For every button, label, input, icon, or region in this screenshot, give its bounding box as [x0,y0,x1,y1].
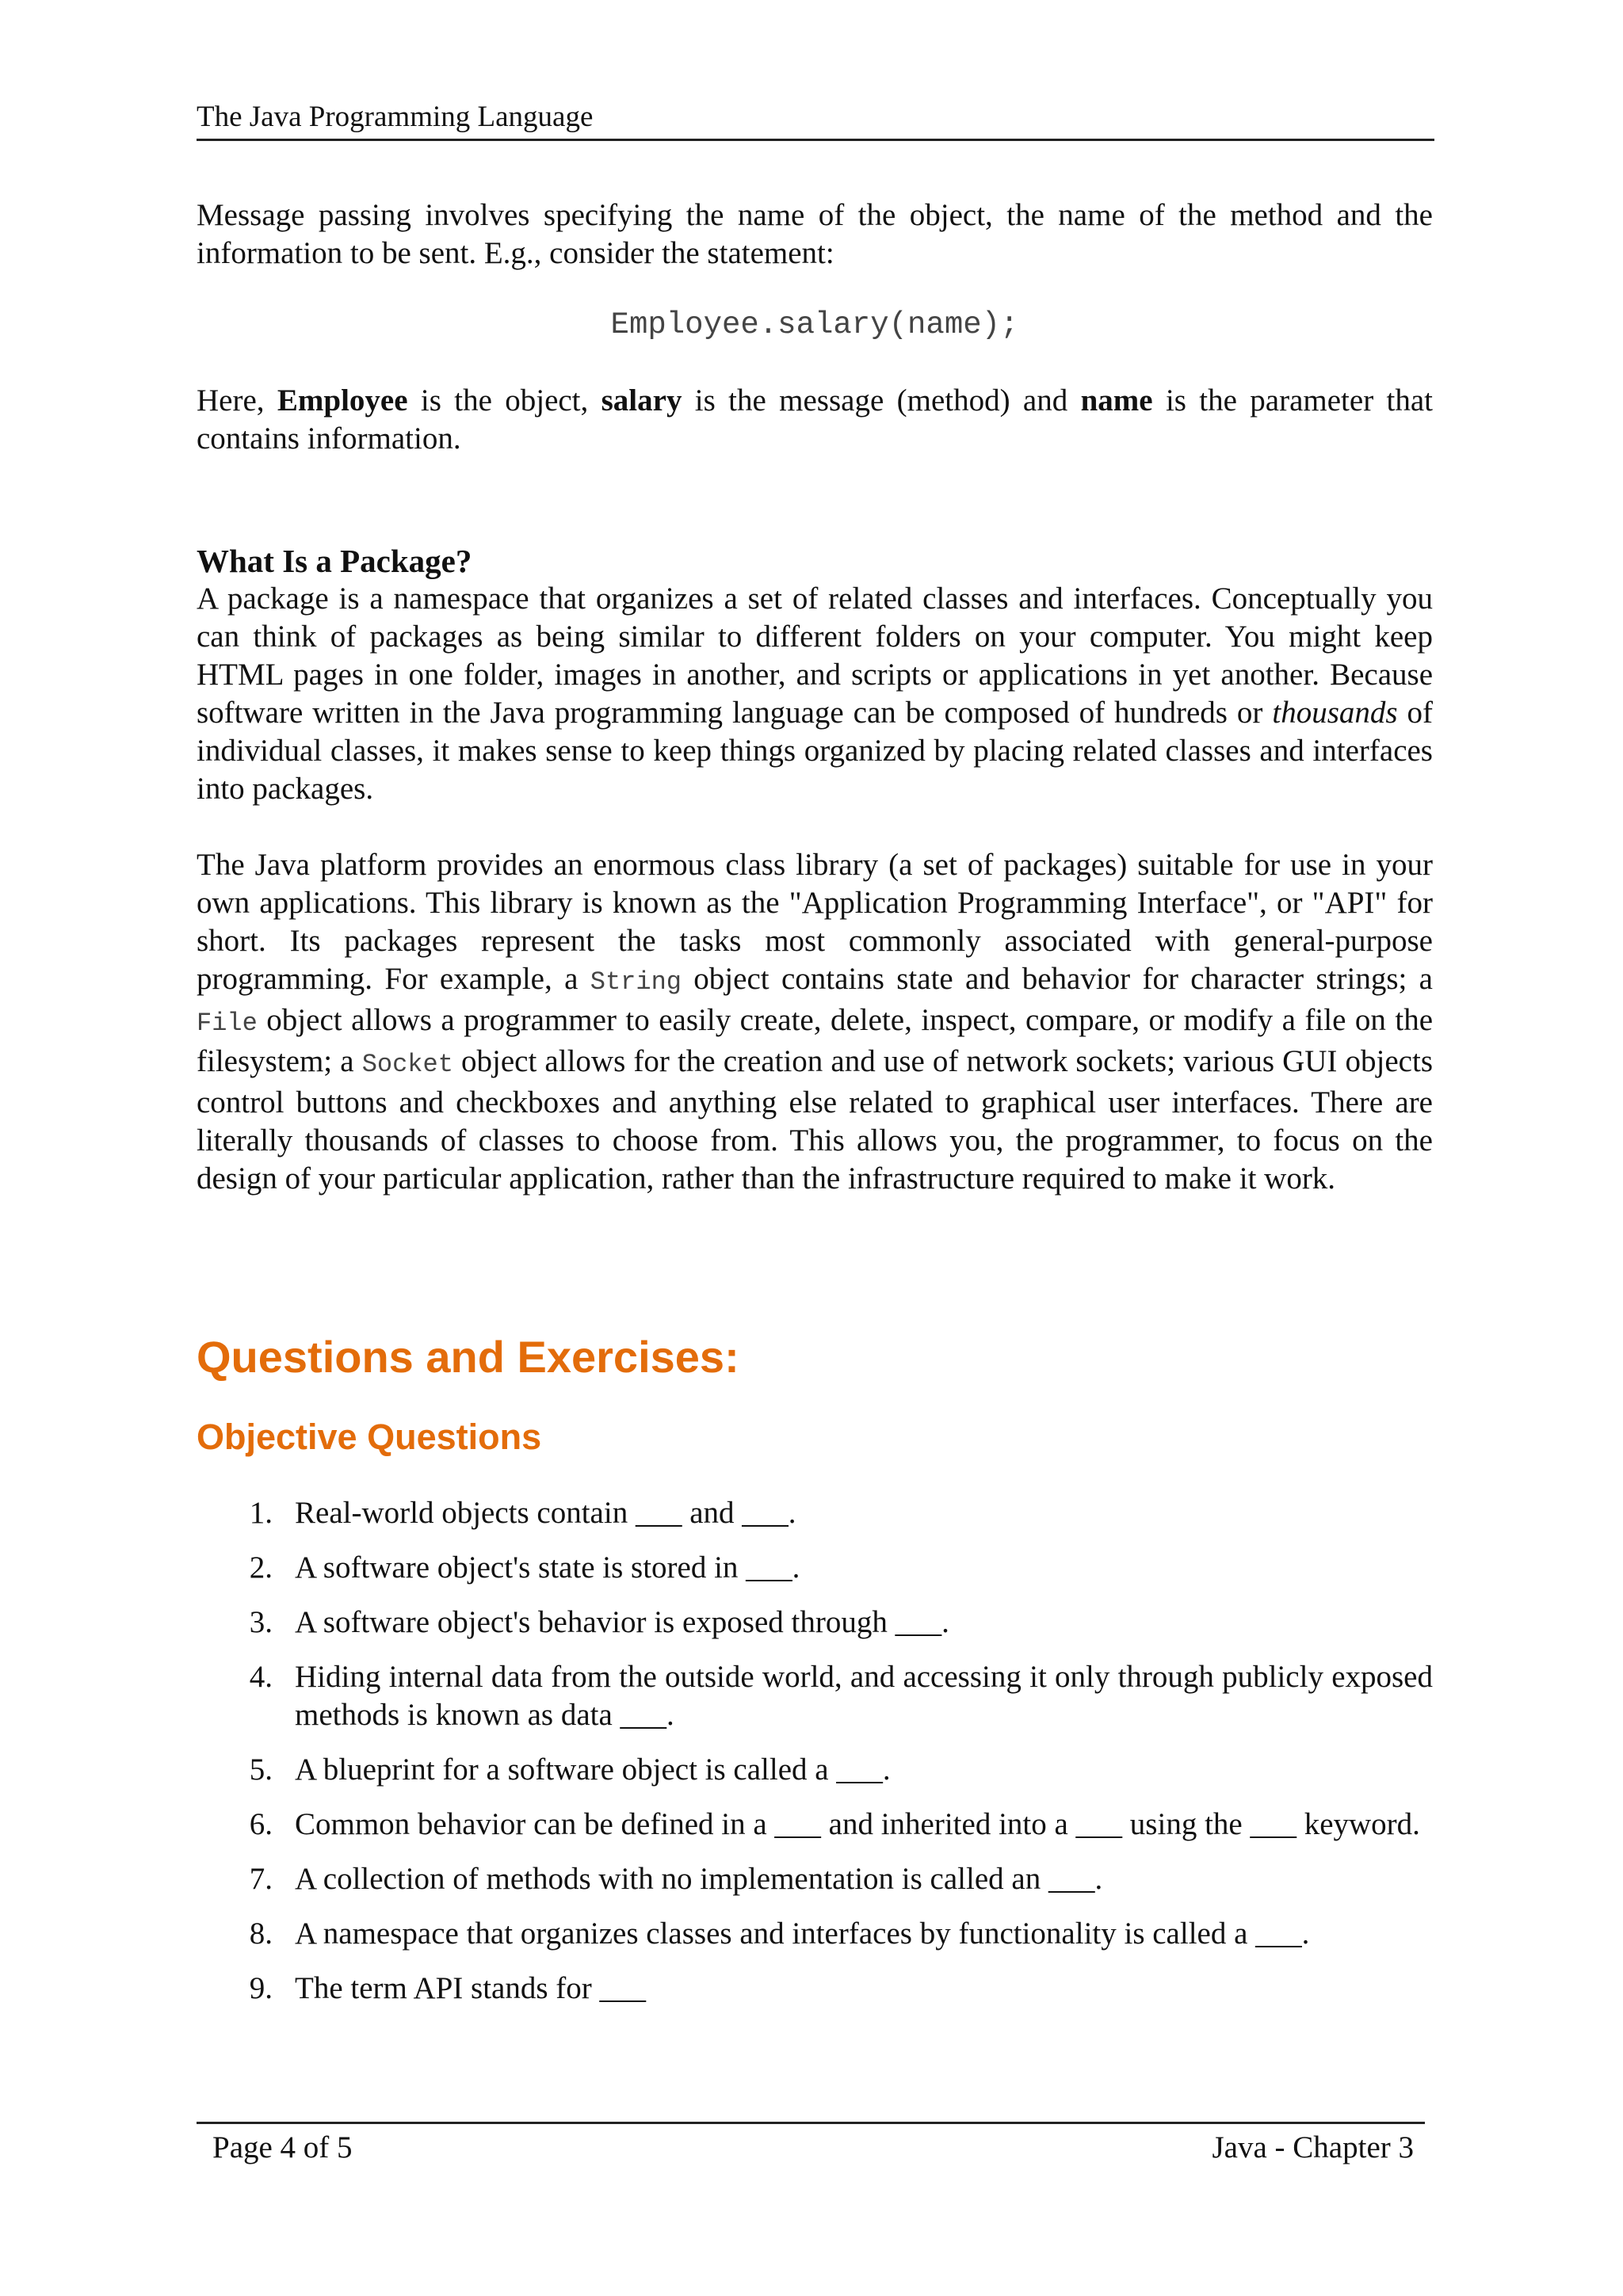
term-name: name [1080,383,1153,418]
package-paragraph-2: The Java platform provides an enormous class library (a set of packages) suitable for use in your own applications. This library is known as the "Application Programming Interface", or "API" for short. Its packages represent the tasks most commonly associated with general-purpose programming. For example, a String object contains state and behavior for character strings; a File object allows a programmer to easily create, delete, inspect, compare, or modify a file on the filesystem; a Socket object allows for the creation and use of network sockets; various GUI objects control buttons and checkboxes and anything else related to graphical user interfaces. There are literally thousands of classes to choose from. This allows you, the programmer, to focus on the design of your particular application, rather than the infrastructure required to make it work. [197,848,1433,1196]
exercises-heading: Questions and Exercises: [197,1332,739,1382]
message-passing-intro: Message passing involves specifying the name of the object, the name of the method and the information to be sent. E.g., consider the statement: [197,198,1433,270]
question-item [197,1806,1433,1844]
code-file: File [197,1009,258,1038]
question-number: 4. [249,1660,273,1694]
code-socket: Socket [361,1050,453,1079]
code-example: Employee.salary(name); [610,307,1019,342]
emphasis-thousands: thousands [1272,696,1398,730]
question-item [197,1549,1433,1587]
question-number: 9. [249,1971,273,2005]
code-string: String [590,967,682,997]
question-list [197,1494,1433,2008]
question-item [197,1860,1433,1898]
question-text: Hiding internal data from the outside world, and accessing it only through publicly exposed methods is known as data ___. [295,1660,1433,1732]
page-content [197,196,1433,2024]
question-number: 5. [249,1753,273,1787]
package-heading: What Is a Package? [197,543,472,579]
page-number: Page 4 of 5 [212,2130,353,2164]
chapter-label: Java - Chapter 3 [1212,2130,1414,2164]
question-text: Real-world objects contain ___ and ___. [295,1496,796,1530]
package-paragraph-1: A package is a namespace that organizes a set of related classes and interfaces. Conceptually you can think of packages as being similar to different folders on your computer. You might keep HTML pages in one folder, images in another, and scripts or applications in yet another. Because software written in the Java programming language can be composed of hundreds or thousands of individual classes, it makes sense to keep things organized by placing related classes and interfaces into packages. [197,582,1433,806]
question-number: 8. [249,1917,273,1951]
question-number: 6. [249,1807,273,1841]
question-item [197,1970,1433,2008]
question-text: A collection of methods with no implementation is called an ___. [295,1862,1103,1896]
question-text: A namespace that organizes classes and interfaces by functionality is called a ___. [295,1917,1310,1951]
question-item [197,1658,1433,1734]
question-number: 3. [249,1605,273,1639]
running-header: The Java Programming Language [197,98,1434,141]
question-item [197,1494,1433,1532]
term-salary: salary [601,383,682,418]
question-item [197,1604,1433,1642]
question-number: 7. [249,1862,273,1896]
question-text: A software object's behavior is exposed through ___. [295,1605,949,1639]
running-footer [197,2122,1425,2167]
question-text: The term API stands for ___ [295,1971,647,2005]
question-text: A blueprint for a software object is called a ___. [295,1753,891,1787]
question-number: 1. [249,1496,273,1530]
term-employee: Employee [277,383,408,418]
question-number: 2. [249,1550,273,1585]
objective-questions-heading: Objective Questions [197,1417,542,1457]
question-text: A software object's state is stored in ___. [295,1550,800,1585]
question-item [197,1915,1433,1953]
question-item [197,1751,1433,1789]
question-text: Common behavior can be defined in a ___ and inherited into a ___ using the ___ keyword. [295,1807,1420,1841]
message-passing-explanation: Here, Employee is the object, salary is the message (method) and name is the parameter that contains information. [197,383,1434,456]
